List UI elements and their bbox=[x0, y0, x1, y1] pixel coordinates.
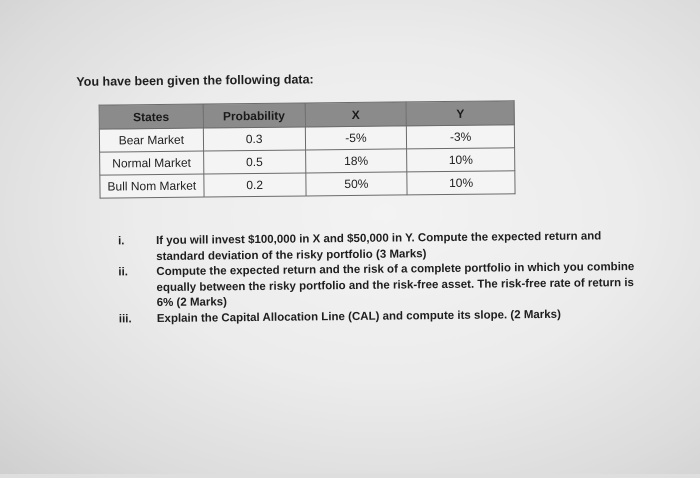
cell-y: -3% bbox=[407, 125, 515, 149]
cell-x: -5% bbox=[305, 126, 407, 150]
cell-y: 10% bbox=[407, 148, 515, 172]
table-row bbox=[100, 171, 515, 198]
question-text: Compute the expected return and the risk of a complete portfolio in which you combine equally between the risky portfolio and the risk-free asset. The risk-free rate of return is 6% (2 Marks) bbox=[156, 261, 635, 310]
cell-y: 10% bbox=[407, 171, 515, 195]
question-number: i. bbox=[117, 235, 125, 248]
intro-text: You have been given the following data: bbox=[76, 72, 314, 89]
question-item bbox=[112, 260, 652, 312]
cell-x: 50% bbox=[305, 172, 407, 196]
cell-probability: 0.2 bbox=[204, 173, 306, 197]
question-text: Explain the Capital Allocation Line (CAL) and compute its slope. (2 Marks) bbox=[156, 308, 561, 325]
cell-probability: 0.5 bbox=[203, 150, 305, 174]
question-list bbox=[112, 229, 653, 328]
cell-state: Bull Nom Market bbox=[100, 174, 204, 198]
cell-x: 18% bbox=[305, 149, 407, 173]
data-table bbox=[99, 100, 516, 198]
question-number: iii. bbox=[118, 312, 132, 325]
question-number: ii. bbox=[118, 266, 129, 279]
cell-state: Normal Market bbox=[100, 151, 204, 175]
header-x: X bbox=[305, 102, 407, 127]
question-text: If you will invest $100,000 in X and $50,000 in Y. Compute the expected return and standard deviation of the risky portfolio (3 Marks) bbox=[155, 230, 602, 263]
header-states: States bbox=[99, 104, 203, 129]
header-y: Y bbox=[406, 101, 514, 126]
header-probability: Probability bbox=[203, 103, 305, 128]
cell-probability: 0.3 bbox=[203, 127, 305, 151]
cell-state: Bear Market bbox=[99, 128, 203, 152]
